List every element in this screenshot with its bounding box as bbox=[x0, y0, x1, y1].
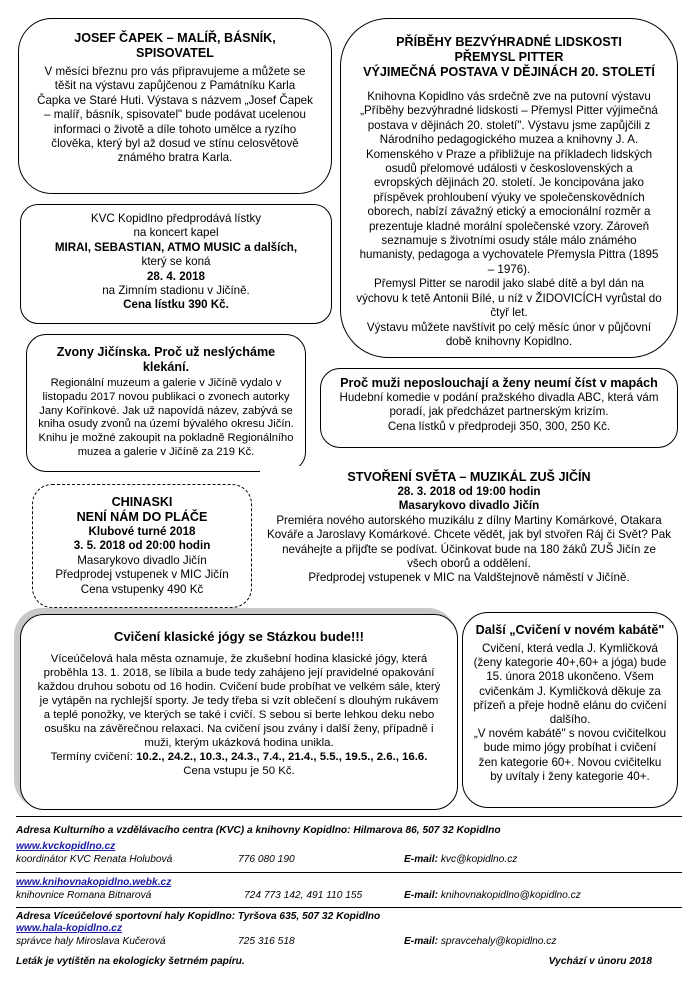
email-label: E-mail: bbox=[404, 890, 438, 901]
pitter-text-main: Knihovna Kopidlno vás srdečně zve na putovní výstavu „Příběhy bezvýhradné lidskosti – Přemysl Pitter výjimečná postava v dějinách 20. století". Výstavu jsme zapůjčili z Národního pedagogického muzea a knihovny J. A. Komenského v Praze a přibližuje na příkladech lidských osudů přelomové události v československých a evropských dějinách 20. století. Je koncipována jako příspěvek prohloubení výuky ve společenskovědních oborech, nabízí závažný etický a emocionální rozměr a prezentuje kladné morální společenské vzory. Zároveň seznamuje s životními osudy stále málo známého humanisty, pedagoga a vychovatele Přemysla Pittra (1895 – 1976). bbox=[359, 90, 659, 276]
email-label: E-mail: bbox=[404, 936, 438, 947]
chinaski-price: Cena vstupenky 490 Kč bbox=[80, 582, 204, 596]
library-website-link[interactable]: www.knihovnakopidlno.webk.cz bbox=[16, 877, 172, 888]
pitter-title-line2: PŘEMYSL PITTER bbox=[454, 50, 564, 64]
yoga-title: Cvičení klasické jógy se Stázkou bude!!! bbox=[114, 629, 364, 644]
kvc-phone: 776 080 190 bbox=[238, 854, 295, 865]
concert-place: na Zimním stadionu v Jičíně. bbox=[102, 284, 250, 298]
issue-date: Vychází v únoru 2018 bbox=[548, 956, 652, 967]
musical-text: Premiéra nového autorského muzikálu z dílny Martiny Komárkové, Otakara Kováře a Jaroslavy Komárkové. Chcete vědět, jak byl stvořen Ráj či Svět? Pak neváhejte a přijďte se podívat. Účinkovat bude na 180 žáků ZUŠ Jičín ze všech oborů a oddělení. bbox=[266, 513, 672, 571]
chinaski-presale: Předprodej vstupenek v MIC Jičín bbox=[55, 568, 229, 582]
hall-link-row bbox=[16, 923, 682, 935]
chinaski-concert-box bbox=[32, 484, 252, 608]
yoga-text: Víceúčelová hala města oznamuje, že zkušební hodina klasické jógy, která proběhla 13. 1. 2018, se líbila a bude tedy zahájeno její pravidelné opakování každou druhou sobotu od 16 hodin. Cvičení bude probíhat ve velkém sále, který je vytápěn na rychlejší sporty. Je tedy třeba si vzít oblečení s dlouhým rukávem a teplé ponožky, ve kterých se také i cvičí. S sebou si berte lehkou deku nebo osušku na závěrečnou relaxaci. Na cvičení jsou zvány i další ženy, případně i muži, kterým ukázková hodina unikla. bbox=[37, 653, 441, 749]
concert-bands: MIRAI, SEBASTIAN, ATMO MUSIC a dalších, bbox=[54, 240, 298, 254]
concert-tickets-box bbox=[20, 204, 332, 324]
new-coat-title: Další „Cvičení v novém kabátě" bbox=[475, 623, 665, 637]
chinaski-tour: Klubové turné 2018 bbox=[88, 525, 196, 538]
bells-purchase: Knihu je možné zakoupit na pokladně Regionálního muzea a galerie v Jičíně za 219 Kč. bbox=[38, 432, 294, 458]
library-person: knihovnice Romana Bitnarová bbox=[16, 890, 152, 901]
musical-title: STVOŘENÍ SVĚTA – MUZIKÁL ZUŠ JIČÍN bbox=[347, 470, 591, 484]
hall-phone: 725 316 518 bbox=[238, 936, 295, 947]
chinaski-date: 3. 5. 2018 od 20:00 hodin bbox=[73, 539, 211, 553]
chinaski-place: Masarykovo divadlo Jičín bbox=[77, 553, 207, 567]
concert-line3: který se koná bbox=[141, 255, 211, 269]
pitter-text-visit: Výstavu můžete navštívit po celý měsíc únor v půjčovní době knihovny Kopidlno. bbox=[366, 320, 652, 348]
kvc-link-row bbox=[16, 841, 682, 853]
abc-price: Cena lístků v předprodeji 350, 300, 250 Kč. bbox=[387, 419, 611, 433]
hall-email bbox=[404, 936, 556, 948]
capek-title: JOSEF ČAPEK – MALÍŘ, BÁSNÍK, SPISOVATEL bbox=[74, 31, 276, 60]
concert-price: Cena lístku 390 Kč. bbox=[123, 298, 229, 312]
capek-exhibition-box bbox=[18, 18, 332, 194]
hall-address: Adresa Víceúčelové sportovní haly Kopidlno: Tyršova 635, 507 32 Kopidlno bbox=[16, 911, 381, 922]
pitter-title-line3: VÝJIMEČNÁ POSTAVA V DĚJINÁCH 20. STOLETÍ bbox=[363, 65, 655, 79]
hall-website-link[interactable]: www.hala-kopidlno.cz bbox=[16, 923, 123, 934]
concert-date: 28. 4. 2018 bbox=[146, 269, 206, 283]
yoga-terms-label: Termíny cvičení: bbox=[50, 751, 133, 763]
pitter-exhibition-box bbox=[340, 18, 678, 358]
new-coat-text1: Cvičení, která vedla J. Kymličková (ženy kategorie 40+,60+ a jóga) bude 15. února 2018 ukončeno. Všem cvičenkám J. Kymličková děkuje za přízeň a přeje hodně elánu do cvičení dalšího. bbox=[473, 642, 667, 727]
yoga-terms bbox=[35, 750, 443, 764]
concert-line1: KVC Kopidlno předprodává lístky bbox=[90, 212, 262, 225]
kvc-email-address[interactable]: kvc@kopidlno.cz bbox=[440, 854, 518, 865]
pitter-text-childhood: Přemysl Pitter se narodil jako slabé dítě a byl dán na výchovu k tetě Antonii Bílé, u níž v ŽIDOVICÍCH vyrůstal do čtyř let. bbox=[356, 277, 662, 320]
new-coat-exercise-box bbox=[462, 612, 678, 808]
kvc-email bbox=[404, 854, 517, 866]
kvc-address: Adresa Kulturního a vzdělávacího centra (KVC) a knihovny Kopidlno: Hilmarova 86, 507 32 Kopidlno bbox=[16, 825, 501, 836]
library-link-row bbox=[16, 877, 682, 889]
contact-footer bbox=[16, 816, 682, 983]
abc-text: Hudební komedie v podání pražského divadla ABC, která vám poradí, jak předcházet partnerským krizím. bbox=[339, 391, 659, 419]
concert-line2: na koncert kapel bbox=[133, 226, 219, 240]
footer-divider bbox=[16, 872, 682, 873]
email-label: E-mail: bbox=[404, 854, 438, 865]
musical-date: 28. 3. 2018 od 19:00 hodin bbox=[397, 485, 541, 498]
musical-presale: Předprodej vstupenek v MIC na Valdštejnově náměstí v Jičíně. bbox=[308, 571, 630, 585]
bells-title: Zvony Jičínska. Proč už neslýcháme klekání. bbox=[56, 345, 276, 374]
new-coat-text2: „V novém kabátě" s novou cvičitelkou bude mimo jógy probíhat i cvičení žen kategorie 60+. Novou cvičitelku by uvítaly i ženy kategorie 40+. bbox=[473, 727, 667, 783]
musical-place: Masarykovo divadlo Jičín bbox=[398, 499, 540, 513]
library-email bbox=[404, 890, 581, 902]
capek-text: V měsíci březnu pro vás připravujeme a můžete se těšit na výstavu zapůjčenou z Památníku Karla Čapka ve Staré Huti. Výstava s názvem „Josef Čapek – malíř, básník, spisovatel" bude podávat ucelenou informaci o životě a díle tohoto umělce a ryzího člověka, který byl až dosud ve stínu celosvětově známého bratra Karla. bbox=[37, 65, 313, 165]
kvc-person: koordinátor KVC Renata Holubová bbox=[16, 854, 173, 865]
abc-comedy-box bbox=[320, 368, 678, 448]
footer-divider bbox=[16, 907, 682, 908]
library-phone: 724 773 142, 491 110 155 bbox=[244, 890, 363, 901]
yoga-box bbox=[20, 614, 458, 810]
library-email-address[interactable]: knihovnakopidlno@kopidlno.cz bbox=[440, 890, 581, 901]
kvc-website-link[interactable]: www.kvckopidlno.cz bbox=[16, 841, 116, 852]
yoga-price: Cena vstupu je 50 Kč. bbox=[183, 765, 295, 777]
bells-text: Regionální muzeum a galerie v Jičíně vydalo v listopadu 2017 novou publikaci o zvonech autorky Jany Kořínkové. Jak už napovídá název, zabývá se kniha osudy zvonů na území bývalého okresu Jičín. bbox=[38, 377, 294, 431]
chinaski-title: CHINASKI bbox=[111, 495, 173, 509]
yoga-terms-dates: 10.2., 24.2., 10.3., 24.3., 7.4., 21.4., 5.5., 19.5., 2.6., 16.6. bbox=[136, 751, 428, 763]
abc-title: Proč muži neposlouchají a ženy neumí číst v mapách bbox=[340, 376, 658, 390]
chinaski-subtitle: NENÍ NÁM DO PLÁČE bbox=[76, 510, 208, 524]
hall-person: správce haly Miroslava Kučerová bbox=[16, 936, 166, 947]
pitter-title bbox=[355, 35, 663, 80]
bells-book-box bbox=[26, 334, 306, 472]
eco-paper-note: Leták je vytištěn na ekologicky šetrném papíru. bbox=[16, 956, 245, 967]
musical-box bbox=[260, 466, 678, 594]
pitter-title-line1: PŘÍBĚHY BEZVÝHRADNÉ LIDSKOSTI bbox=[396, 35, 622, 49]
hall-email-address[interactable]: spravcehaly@kopidlno.cz bbox=[440, 936, 557, 947]
